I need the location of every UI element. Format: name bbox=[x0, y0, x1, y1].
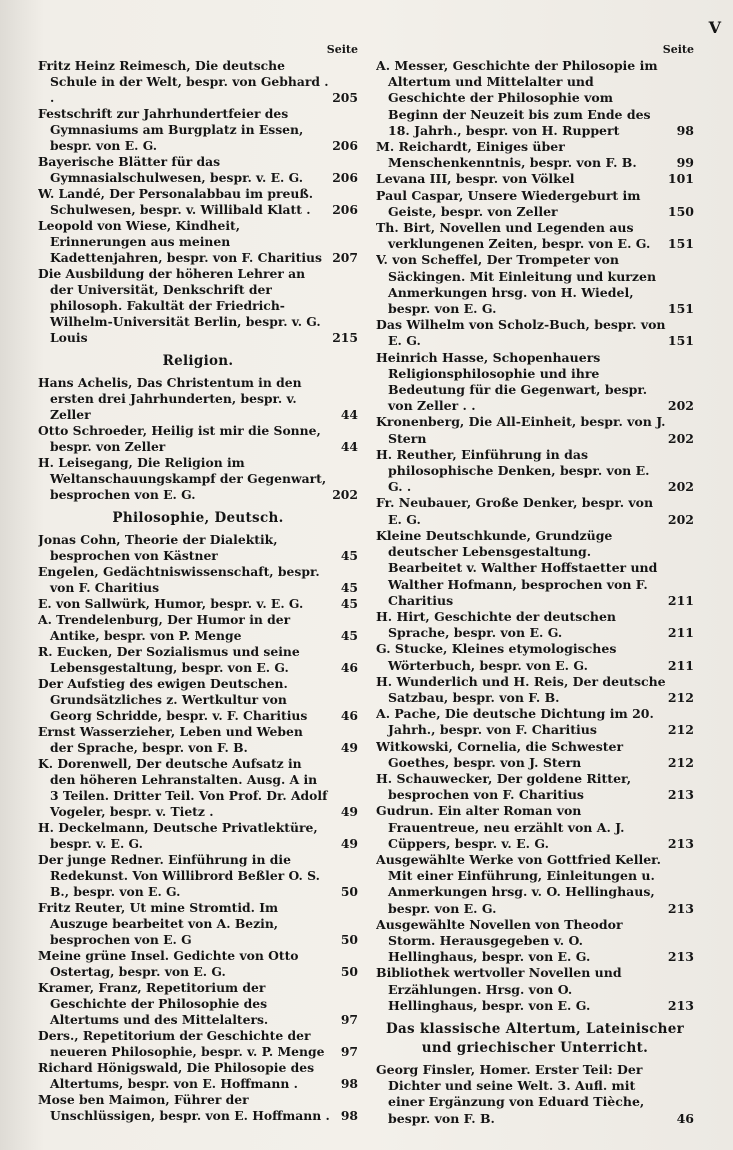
index-entry bbox=[38, 1060, 358, 1092]
entry-page-number: 46 bbox=[340, 708, 358, 723]
entry-page-number: 45 bbox=[340, 580, 358, 595]
index-entry bbox=[376, 171, 694, 187]
entry-page-number: 49 bbox=[340, 836, 358, 851]
index-entry bbox=[38, 596, 358, 612]
entry-page-number: 98 bbox=[340, 1108, 358, 1123]
entry-text: R. Eucken, Der Sozialismus und seine Lebensgestaltung, bespr. von E. G. bbox=[38, 644, 300, 675]
section-heading: Religion. bbox=[162, 353, 234, 369]
index-entry bbox=[38, 532, 358, 564]
entry-text: Otto Schroeder, Heilig ist mir die Sonne, bespr. von Zeller bbox=[38, 423, 321, 454]
entry-text: H. Wunderlich und H. Reis, Der deutsche Satzbau, bespr. von F. B. bbox=[376, 673, 666, 705]
entry-text: W. Landé, Der Personalabbau im preuß. Schulwesen, bespr. v. Willibald Klatt . bbox=[38, 186, 313, 217]
index-entry bbox=[376, 803, 694, 852]
entry-text: Ernst Wasserzieher, Leben und Weben der Sprache, bespr. von F. B. bbox=[38, 724, 303, 755]
index-entry bbox=[376, 965, 694, 1014]
index-entry bbox=[376, 852, 694, 917]
index-entry bbox=[38, 266, 358, 346]
index-entry bbox=[376, 528, 694, 609]
entry-page-number: 46 bbox=[676, 1110, 694, 1126]
index-entry bbox=[38, 218, 358, 266]
entry-text: Bibliothek wertvoller Novellen und Erzählungen. Hrsg. von O. Hellinghaus, bespr. von E. G. bbox=[376, 965, 622, 1013]
entry-text: H. Hirt, Geschichte der deutschen Sprache, bespr. von E. G. bbox=[376, 608, 616, 641]
entry-text: Witkowski, Cornelia, die Schwester Goethes, bespr. von J. Stern bbox=[376, 738, 624, 770]
entry-page-number: 213 bbox=[667, 900, 694, 916]
entry-page-number: 49 bbox=[340, 804, 358, 819]
entry-page-number: 213 bbox=[667, 997, 694, 1013]
index-entry bbox=[38, 820, 358, 852]
entry-text: E. von Sallwürk, Humor, bespr. v. E. G. bbox=[38, 596, 304, 611]
index-entry bbox=[38, 564, 358, 596]
entry-text: Levana III, bespr. von Völkel bbox=[376, 171, 575, 187]
index-entry bbox=[38, 58, 358, 106]
index-entry bbox=[376, 739, 694, 771]
entry-page-number: 205 bbox=[332, 90, 358, 105]
entry-text: Die Ausbildung der höheren Lehrer an der Universität, Denkschrift der philosoph. Fakultät der Friedrich-Wilhelm-Universität Berlin, bespr. v. G. Louis bbox=[38, 266, 321, 345]
entry-text: Ausgewählte Novellen von Theodor Storm. Herausgegeben v. O. Hellinghaus, bespr. von E. G. bbox=[376, 916, 623, 965]
index-entry bbox=[38, 852, 358, 900]
index-entry bbox=[376, 495, 694, 527]
entry-page-number: 202 bbox=[667, 479, 694, 495]
entry-page-number: 97 bbox=[340, 1012, 358, 1027]
index-entry bbox=[38, 980, 358, 1028]
entry-page-number: 101 bbox=[667, 171, 694, 187]
index-entry bbox=[376, 917, 694, 966]
entry-text: Bayerische Blätter für das Gymnasialschulwesen, bespr. v. E. G. bbox=[38, 154, 303, 185]
index-entry bbox=[376, 674, 694, 706]
index-entry bbox=[38, 106, 358, 154]
index-entry bbox=[38, 644, 358, 676]
seite-label: Seite bbox=[326, 43, 358, 56]
entry-page-number: 202 bbox=[332, 487, 358, 502]
entry-page-number: 49 bbox=[340, 740, 358, 755]
index-entry bbox=[376, 188, 694, 220]
entry-page-number: 151 bbox=[667, 236, 694, 252]
index-entry bbox=[38, 186, 358, 218]
entry-page-number: 44 bbox=[340, 407, 358, 422]
entry-text: A. Pache, Die deutsche Dichtung im 20. Jahrh., bespr. von F. Charitius bbox=[376, 706, 654, 738]
index-entry bbox=[376, 609, 694, 641]
index-entry bbox=[376, 706, 694, 738]
entry-text: Kronenberg, Die All-Einheit, bespr. von J. Stern bbox=[376, 414, 666, 446]
entry-text: H. Deckelmann, Deutsche Privatlektüre, bespr. v. E. G. bbox=[38, 820, 318, 851]
entry-page-number: 50 bbox=[340, 964, 358, 979]
entry-text: Ausgewählte Werke von Gottfried Keller. Mit einer Einführung, Einleitungen u. Anmerkungen hrsg. v. O. Hellinghaus, bespr. von E. G. bbox=[376, 851, 661, 916]
entry-page-number: 202 bbox=[667, 511, 694, 527]
entry-page-number: 206 bbox=[332, 202, 358, 217]
entry-page-number: 45 bbox=[340, 628, 358, 643]
entry-page-number: 98 bbox=[340, 1076, 358, 1091]
index-entry bbox=[376, 641, 694, 673]
index-entry bbox=[376, 447, 694, 496]
entry-text: Leopold von Wiese, Kindheit, Erinnerungen aus meinen Kadettenjahren, bespr. von F. Charitius bbox=[38, 218, 322, 265]
entry-text: Georg Finsler, Homer. Erster Teil: Der Dichter und seine Welt. 3. Aufl. mit einer Ergänzung von Eduard Tièche, bespr. von F. B. bbox=[376, 1061, 645, 1126]
entry-page-number: 45 bbox=[340, 548, 358, 563]
entry-text: A. Trendelenburg, Der Humor in der Antike, bespr. von P. Menge bbox=[38, 612, 291, 643]
index-entry bbox=[376, 1062, 694, 1127]
right-entries bbox=[376, 58, 694, 1127]
entry-text: Fritz Heinz Reimesch, Die deutsche Schule in der Welt, bespr. von Gebhard . . bbox=[38, 58, 329, 105]
entry-text: Kramer, Franz, Repetitorium der Geschichte der Philosophie des Altertums und des Mittelalters. bbox=[38, 980, 269, 1027]
index-entry bbox=[38, 724, 358, 756]
entry-page-number: 50 bbox=[340, 884, 358, 899]
index-entry bbox=[38, 948, 358, 980]
entry-page-number: 211 bbox=[667, 625, 694, 641]
entry-text: M. Reichardt, Einiges über Menschenkenntnis, bespr. von F. B. bbox=[376, 139, 637, 171]
entry-text: Meine grüne Insel. Gedichte von Otto Ostertag, bespr. von E. G. bbox=[38, 948, 299, 979]
section-heading: Philosophie, Deutsch. bbox=[112, 510, 284, 526]
index-entry bbox=[38, 1028, 358, 1060]
page-number: V bbox=[708, 18, 721, 37]
entry-text: Th. Birt, Novellen und Legenden aus verklungenen Zeiten, bespr. von E. G. bbox=[376, 220, 651, 252]
entry-text: Fr. Neubauer, Große Denker, bespr. von E. G. bbox=[376, 495, 654, 527]
entry-page-number: 212 bbox=[667, 722, 694, 738]
entry-page-number: 211 bbox=[667, 592, 694, 608]
index-entry bbox=[38, 612, 358, 644]
entry-page-number: 98 bbox=[676, 122, 694, 138]
entry-page-number: 212 bbox=[667, 689, 694, 705]
entry-page-number: 212 bbox=[667, 754, 694, 770]
entry-page-number: 97 bbox=[340, 1044, 358, 1059]
entry-text: Mose ben Maimon, Führer der Unschlüssigen, bespr. von E. Hoffmann . bbox=[38, 1092, 330, 1123]
index-entry bbox=[38, 455, 358, 503]
entry-text: Heinrich Hasse, Schopenhauers Religionsphilosophie und ihre Bedeutung für die Gegenwart, bespr. von Zeller . . bbox=[376, 349, 648, 414]
entry-page-number: 206 bbox=[332, 170, 358, 185]
left-column bbox=[38, 42, 358, 1124]
entry-page-number: 206 bbox=[332, 138, 358, 153]
index-entry bbox=[376, 58, 694, 139]
index-entry bbox=[376, 220, 694, 252]
entry-page-number: 202 bbox=[667, 398, 694, 414]
entry-page-number: 213 bbox=[667, 787, 694, 803]
entry-text: H. Reuther, Einführung in das philosophische Denken, bespr. von E. G. . bbox=[376, 446, 650, 495]
index-entry bbox=[38, 423, 358, 455]
left-entries bbox=[38, 58, 358, 1124]
entry-page-number: 46 bbox=[340, 660, 358, 675]
entry-page-number: 150 bbox=[667, 203, 694, 219]
index-entry bbox=[376, 771, 694, 803]
entry-page-number: 50 bbox=[340, 932, 358, 947]
index-entry bbox=[376, 350, 694, 415]
index-entry bbox=[38, 375, 358, 423]
entry-page-number: 99 bbox=[676, 155, 694, 171]
entry-text: Richard Hönigswald, Die Philosopie des Altertums, bespr. von E. Hoffmann . bbox=[38, 1060, 315, 1091]
index-entry bbox=[38, 154, 358, 186]
entry-text: Kleine Deutschkunde, Grundzüge deutscher Lebensgestaltung. Bearbeitet v. Walther Hoffstaetter und Walther Hofmann, besprochen von F. Charitius bbox=[376, 527, 658, 608]
index-entry bbox=[376, 317, 694, 349]
entry-page-number: 45 bbox=[340, 596, 358, 611]
entry-text: K. Dorenwell, Der deutsche Aufsatz in den höheren Lehranstalten. Ausg. A in 3 Teilen. Dritter Teil. Von Prof. Dr. Adolf Vogeler, bespr. v. Tietz . bbox=[38, 756, 328, 819]
entry-text: G. Stucke, Kleines etymologisches Wörterbuch, bespr. von E. G. bbox=[376, 641, 617, 673]
entry-text: Ders., Repetitorium der Geschichte der neueren Philosophie, bespr. v. P. Menge bbox=[38, 1028, 325, 1059]
index-entry bbox=[376, 414, 694, 446]
entry-text: Hans Achelis, Das Christentum in den ersten drei Jahrhunderten, bespr. v. Zeller bbox=[38, 375, 302, 422]
entry-text: A. Messer, Geschichte der Philosopie im Altertum und Mittelalter und Geschichte der Philosophie vom Beginn der Neuzeit bis zum Ende des 18. Jahrh., bespr. von H. Ruppert bbox=[376, 58, 658, 138]
entry-page-number: 151 bbox=[667, 333, 694, 349]
entry-page-number: 207 bbox=[332, 250, 358, 265]
entry-text: Paul Caspar, Unsere Wiedergeburt im Geiste, bespr. von Zeller bbox=[376, 187, 641, 219]
right-column bbox=[376, 42, 694, 1127]
entry-page-number: 202 bbox=[667, 430, 694, 446]
index-entry bbox=[376, 139, 694, 171]
entry-text: Engelen, Gedächtniswissenschaft, bespr. von F. Charitius bbox=[38, 564, 320, 595]
entry-text: Jonas Cohn, Theorie der Dialektik, besprochen von Kästner bbox=[38, 532, 278, 563]
entry-text: Der junge Redner. Einführung in die Redekunst. Von Willibrord Beßler O. S. B., bespr. von E. G. bbox=[38, 852, 320, 899]
entry-page-number: 213 bbox=[667, 949, 694, 965]
entry-page-number: 151 bbox=[667, 301, 694, 317]
entry-page-number: 44 bbox=[340, 439, 358, 454]
entry-text: Der Aufstieg des ewigen Deutschen. Grundsätzliches z. Wertkultur von Georg Schridde, bespr. v. F. Charitius bbox=[38, 676, 308, 723]
index-entry bbox=[38, 900, 358, 948]
entry-page-number: 211 bbox=[667, 657, 694, 673]
entry-text: Festschrift zur Jahrhundertfeier des Gymnasiums am Burgplatz in Essen, bespr. von E. G. bbox=[38, 106, 304, 153]
entry-text: H. Schauwecker, Der goldene Ritter, besprochen von F. Charitius bbox=[376, 770, 632, 803]
entry-text: Fritz Reuter, Ut mine Stromtid. Im Auszuge bearbeitet von A. Bezin, besprochen von E. G bbox=[38, 900, 279, 947]
entry-page-number: 213 bbox=[667, 835, 694, 851]
section-heading: Das klassische Altertum, Lateinischer und griechischer Unterricht. bbox=[385, 1020, 685, 1056]
entry-text: Das Wilhelm von Scholz-Buch, bespr. von E. G. bbox=[376, 317, 666, 349]
entry-text: H. Leisegang, Die Religion im Weltanschauungskampf der Gegenwart, besprochen von E. G. bbox=[38, 455, 327, 502]
entry-text: Gudrun. Ein alter Roman von Frauentreue, neu erzählt von A. J. Cüppers, bespr. v. E. G. bbox=[376, 803, 625, 851]
index-entry bbox=[38, 1092, 358, 1124]
entry-page-number: 215 bbox=[332, 330, 358, 345]
index-entry bbox=[38, 676, 358, 724]
entry-text: V. von Scheffel, Der Trompeter von Säckingen. Mit Einleitung und kurzen Anmerkungen hrsg. von H. Wiedel, bespr. von E. G. bbox=[376, 252, 657, 317]
index-entry bbox=[38, 756, 358, 820]
seite-label: Seite bbox=[662, 43, 694, 56]
index-entry bbox=[376, 252, 694, 317]
